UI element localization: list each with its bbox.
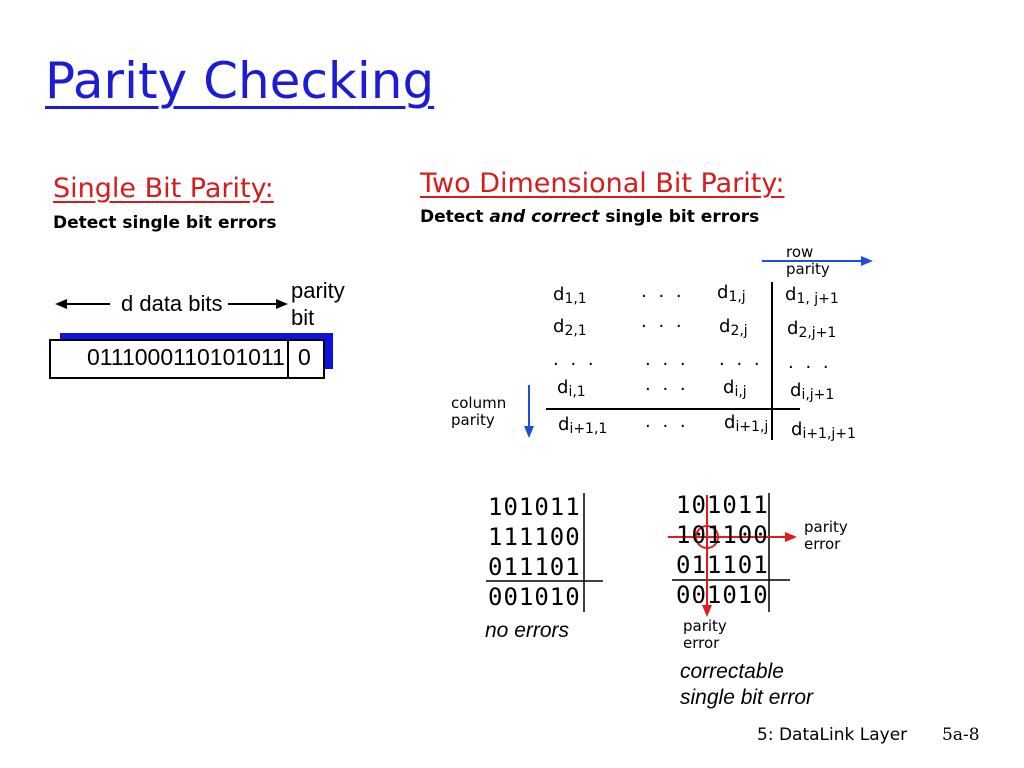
matrix-cell-1-1: $d_{1,1}$ xyxy=(553,284,587,307)
matrix-row: 011101 xyxy=(488,553,581,581)
matrix-cell-2-1: $d_{2,1}$ xyxy=(553,316,587,339)
ellipsis-middle: . . . xyxy=(645,349,689,370)
ellipsis-rowi: . . . xyxy=(645,374,689,395)
matrix-row: 101100 xyxy=(676,521,769,549)
matrix-cell-1-j: $d_{1,j}$ xyxy=(717,282,746,305)
matrix-row: 001010 xyxy=(676,581,769,609)
column-parity-arrow xyxy=(524,385,534,438)
correctable-error-label: correctable single bit error xyxy=(680,660,814,709)
column-parity-error-label: parity error xyxy=(683,617,727,652)
example-no-errors-matrix xyxy=(488,492,581,612)
row-parity-error-label: parity error xyxy=(804,518,848,553)
ellipsis-colj: . . . xyxy=(719,349,763,370)
ellipsis-colj1: . . . xyxy=(788,352,832,373)
two-d-parity-heading: Two Dimensional Bit Parity: xyxy=(420,168,785,199)
matrix-row: 111100 xyxy=(488,523,581,551)
data-bits-label: d data bits xyxy=(121,291,223,316)
matrix-cell-i1-j1: $d_{i+1,j+1}$ xyxy=(791,419,856,442)
matrix-cell-i1-j: $d_{i+1,j}$ xyxy=(724,412,769,435)
parity-bit-label: parity bit xyxy=(291,278,345,330)
matrix-cell-2-j: $d_{2,j}$ xyxy=(719,316,748,339)
matrix-row: 011101 xyxy=(676,551,769,579)
ellipsis-rowi1: . . . xyxy=(645,411,689,432)
parity-bit-value: 0 xyxy=(298,344,311,370)
single-parity-subheading: Detect single bit errors xyxy=(53,213,277,233)
matrix-cell-i-j1: $d_{i,j+1}$ xyxy=(790,380,835,403)
two-d-parity-subheading: Detect and correct single bit errors xyxy=(420,207,760,227)
matrix-cell-i-j: $d_{i,j}$ xyxy=(723,377,747,400)
column-parity-label: column parity xyxy=(451,394,507,429)
data-bits-value: 0111000110101011 xyxy=(87,344,285,370)
matrix-row: 101011 xyxy=(488,493,581,521)
matrix-cell-i-1: $d_{i,1}$ xyxy=(557,377,586,400)
ellipsis-row1: . . . xyxy=(641,281,685,302)
slide-title: Parity Checking xyxy=(45,52,435,110)
example-error-matrix xyxy=(676,490,769,610)
matrix-cell-1-j1: $d_{1, j+1}$ xyxy=(785,284,839,307)
no-errors-label: no errors xyxy=(485,619,570,642)
ellipsis-col1: . . . xyxy=(553,349,597,370)
ellipsis-row2: . . . xyxy=(641,311,685,332)
matrix-cell-2-j1: $d_{2,j+1}$ xyxy=(787,318,837,341)
matrix-cell-i1-1: $d_{i+1,1}$ xyxy=(558,414,608,437)
footer-page-number: 5a-8 xyxy=(942,725,980,745)
matrix-row: 101011 xyxy=(676,491,769,519)
footer-chapter: 5: DataLink Layer xyxy=(757,725,908,745)
matrix-row: 001010 xyxy=(488,583,581,611)
row-parity-label: row parity xyxy=(786,243,830,278)
single-parity-heading: Single Bit Parity: xyxy=(53,173,274,204)
